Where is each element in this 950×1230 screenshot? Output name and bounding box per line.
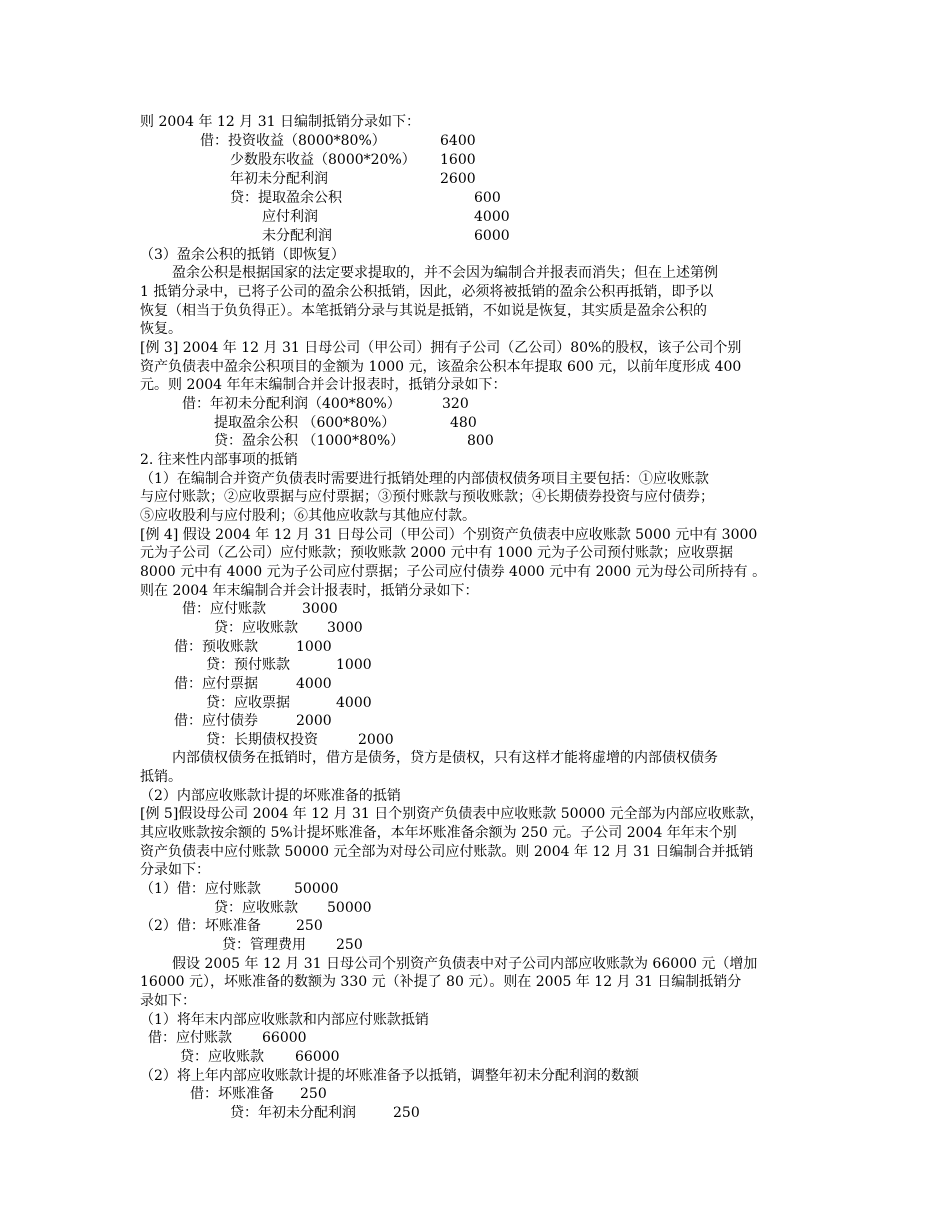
journal-entry-line: 贷：提取盈余公积 [230,190,342,206]
journal-amount: 6000 [474,228,510,244]
journal-amount: 250 [300,1086,327,1102]
journal-amount: 3000 [302,601,338,617]
section-heading: （2）内部应收账款计提的坏账准备的抵销 [140,788,401,804]
journal-entry-line: 借：应付账款 [148,1030,232,1046]
paragraph-line: [例 4] 假设 2004 年 12 月 31 日母公司（甲公司）个别资产负债表中应收账款 5000 元中有 3000 [140,527,758,543]
section-heading: 2. 往来性内部事项的抵销 [140,452,298,468]
journal-entry-line: 贷：预付账款 [206,657,290,673]
journal-amount: 6400 [440,133,476,149]
journal-amount: 4000 [474,209,510,225]
journal-amount: 320 [442,396,469,412]
journal-entry-line: 借：坏账准备 [190,1086,274,1102]
journal-amount: 50000 [327,900,372,916]
journal-entry-line: 借：应付票据 [174,676,258,692]
paragraph-line: [例 5]假设母公司 2004 年 12 月 31 日个别资产负债表中应收账款 50000 元全部为内部应收账款， [140,806,764,822]
journal-amount: 1000 [336,657,372,673]
journal-amount: 2000 [358,732,394,748]
journal-entry-line: （2）借：坏账准备 [140,918,261,934]
journal-entry-line: 贷：长期债权投资 [206,732,318,748]
journal-entry-line: 提取盈余公积 （600*80%） [214,415,396,431]
journal-entry-line: 贷：应收账款 [214,620,298,636]
paragraph-line: 则在 2004 年末编制合并会计报表时，抵销分录如下： [140,583,479,599]
journal-amount: 2000 [296,713,332,729]
paragraph-line: 盈余公积是根据国家的法定要求提取的，并不会因为编制合并报表而消失；但在上述第例 [172,265,718,281]
journal-entry-line: 贷：应收票据 [206,695,290,711]
journal-entry-line: 借：投资收益（8000*80%） [200,133,386,149]
paragraph-line: 其应收账款按余额的 5%计提坏账准备，本年坏账准备余额为 250 元。子公司 2004 年年末个别 [140,825,737,841]
section-heading: （1）将年末内部应收账款和内部应付账款抵销 [140,1012,429,1028]
journal-amount: 50000 [294,881,339,897]
paragraph-line: 元。则 2004 年年末编制合并会计报表时，抵销分录如下： [140,377,507,393]
journal-entry-line: 借：应付账款 [182,601,266,617]
journal-entry-line: 借：预收账款 [174,639,258,655]
section-heading: （3）盈余公积的抵销（即恢复） [140,247,345,263]
paragraph-line: 录如下： [140,993,196,1009]
journal-amount: 1600 [440,152,476,168]
paragraph-line: 内部债权债务在抵销时，借方是债务，贷方是债权，只有这样才能将虚增的内部债权债务 [172,750,718,766]
paragraph-line: 元为子公司（乙公司）应付账款；预收账款 2000 元中有 1000 元为子公司预付账款；应收票据 [140,545,734,561]
section-heading: （2）将上年内部应收账款计提的坏账准备予以抵销，调整年初未分配利润的数额 [140,1068,639,1084]
paragraph-line: （1）在编制合并资产负债表时需要进行抵销处理的内部债权债务项目主要包括：①应收账款 [140,471,709,487]
journal-amount: 1000 [296,639,332,655]
journal-entry-line: 未分配利润 [262,228,332,244]
paragraph-line: ⑤应收股利与应付股利；⑥其他应收款与其他应付款。 [140,508,476,524]
journal-amount: 600 [474,190,501,206]
paragraph-line: 假设 2005 年 12 月 31 日母公司个别资产负债表中对子公司内部应收账款为 66000 元（增加 [172,956,758,972]
journal-amount: 250 [296,918,323,934]
paragraph-line: 16000 元），坏账准备的数额为 330 元（补提了 80 元）。则在 2005 年 12 月 31 日编制抵销分 [140,974,742,990]
paragraph-line: 资产负债表中盈余公积项目的金额为 1000 元，该盈余公积本年提取 600 元，以前年度形成 400 [140,359,742,375]
journal-entry-line: 借：应付债券 [174,713,258,729]
paragraph-line: 1 抵销分录中，已将子公司的盈余公积抵销，因此，必须将被抵销的盈余公积再抵销，即予以 [140,284,714,300]
journal-entry-line: 贷：年初未分配利润 [230,1105,356,1121]
journal-amount: 480 [450,415,477,431]
journal-amount: 66000 [295,1049,340,1065]
journal-entry-line: 贷：管理费用 [222,937,306,953]
paragraph-line: 分录如下： [140,862,210,878]
journal-entry-line: 应付利润 [262,209,318,225]
paragraph-line: 恢复。 [140,321,182,337]
journal-entry-line: 贷：盈余公积 （1000*80%） [214,433,405,449]
paragraph-line: [例 3] 2004 年 12 月 31 日母公司（甲公司）拥有子公司（乙公司）80%的股权，该子公司个别 [140,340,742,356]
journal-entry-line: （1）借：应付账款 [140,881,261,897]
paragraph-line: 资产负债表中应付账款 50000 元全部为对母公司应付账款。则 2004 年 12 月 31 日编制合并抵销 [140,844,754,860]
journal-amount: 3000 [327,620,363,636]
paragraph-line: 恢复（相当于负负得正）。本笔抵销分录与其说是抵销，不如说是恢复，其实质是盈余公积的 [140,303,707,319]
journal-amount: 4000 [296,676,332,692]
journal-entry-line: 少数股东收益（8000*20%） [230,152,416,168]
paragraph-line: 与应付账款；②应收票据与应付票据；③预付账款与预收账款；④长期债券投资与应付债券； [140,489,714,505]
journal-entry-line: 借：年初未分配利润（400*80%） [182,396,401,412]
paragraph-line: 抵销。 [140,769,182,785]
paragraph-line: 则 2004 年 12 月 31 日编制抵销分录如下： [140,114,420,130]
journal-amount: 800 [467,433,494,449]
journal-amount: 250 [336,937,363,953]
journal-entry-line: 贷：应收账款 [214,900,298,916]
paragraph-line: 8000 元中有 4000 元为子公司应付票据；子公司应付债券 4000 元中有 2000 元为母公司所持有 。 [140,564,767,580]
journal-entry-line: 年初未分配利润 [230,171,328,187]
journal-amount: 4000 [336,695,372,711]
journal-amount: 2600 [440,171,476,187]
journal-amount: 66000 [262,1030,307,1046]
journal-amount: 250 [393,1105,420,1121]
journal-entry-line: 贷：应收账款 [180,1049,264,1065]
